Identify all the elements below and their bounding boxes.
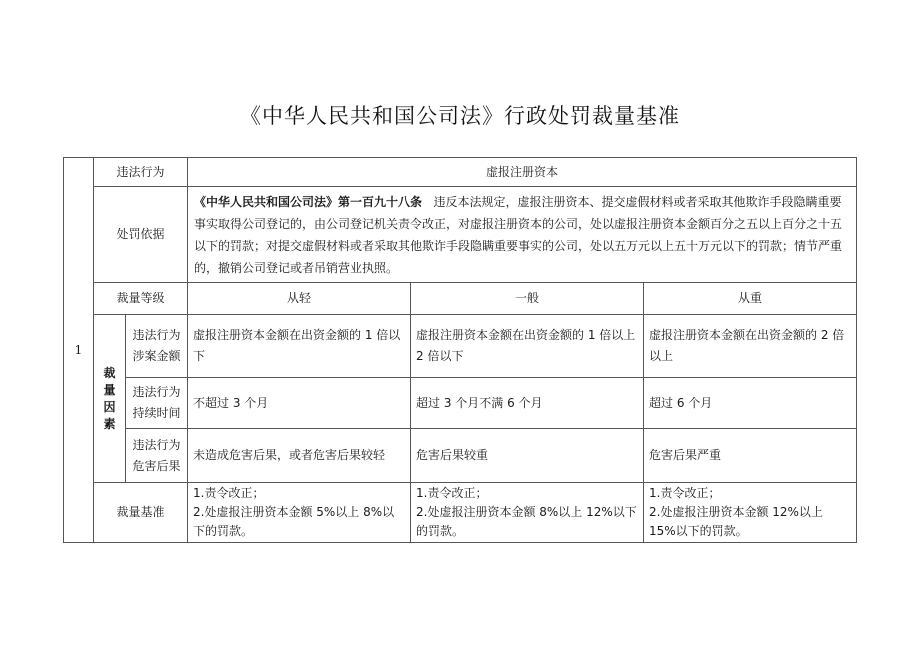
factor-consequence-severe: 危害后果严重 xyxy=(644,429,857,483)
basis-label: 处罚依据 xyxy=(94,187,188,283)
factor-amount-severe: 虚报注册资本金额在出资金额的 2 倍以上 xyxy=(644,315,857,378)
factor-amount-lenient: 虚报注册资本金额在出资金额的 1 倍以下 xyxy=(188,315,411,378)
basis-article: 《中华人民共和国公司法》第一百九十八条 xyxy=(194,194,423,209)
standard-lenient: 1.责令改正； 2.处虚报注册资本金额 5%以上 8%以下的罚款。 xyxy=(188,483,411,543)
factor-row-amount xyxy=(64,315,857,378)
levels-label: 裁量等级 xyxy=(94,283,188,315)
basis-body: 违反本法规定，虚报注册资本、提交虚假材料或者采取其他欺诈手段隐瞒重要事实取得公司登记的，由公司登记机关责令改正，对虚报注册资本的公司，处以虚报注册资本金额百分之五以上百分之十五以下的罚款；对提交虚假材料或者采取其他欺诈手段隐瞒重要事实的公司，处以五万元以上五十万元以下的罚款；情节严重的，撤销公司登记或者吊销营业执照。 xyxy=(194,194,843,275)
standard-general: 1.责令改正； 2.处虚报注册资本金额 8%以上 12%以下的罚款。 xyxy=(411,483,644,543)
penalty-discretion-table xyxy=(63,157,857,543)
document-title: 《中华人民共和国公司法》行政处罚裁量基准 xyxy=(240,104,680,128)
factor-duration-lenient: 不超过 3 个月 xyxy=(188,378,411,429)
standard-label: 裁量基准 xyxy=(94,483,188,543)
factor-row-consequence xyxy=(64,429,857,483)
factor-consequence-general: 危害后果较重 xyxy=(411,429,644,483)
factor-label-duration: 违法行为 持续时间 xyxy=(126,378,188,429)
level-severe: 从重 xyxy=(644,283,857,315)
violation-row xyxy=(64,158,857,187)
basis-row xyxy=(64,187,857,283)
factors-label: 裁 量 因 素 xyxy=(94,315,126,483)
factor-label-consequence: 违法行为 危害后果 xyxy=(126,429,188,483)
row-index: 1 xyxy=(64,158,94,543)
level-general: 一般 xyxy=(411,283,644,315)
factor-duration-general: 超过 3 个月不满 6 个月 xyxy=(411,378,644,429)
factor-amount-general: 虚报注册资本金额在出资金额的 1 倍以上 2 倍以下 xyxy=(411,315,644,378)
factor-row-duration xyxy=(64,378,857,429)
violation-value: 虚报注册资本 xyxy=(188,158,857,187)
factor-consequence-lenient: 未造成危害后果，或者危害后果较轻 xyxy=(188,429,411,483)
factor-label-amount: 违法行为 涉案金额 xyxy=(126,315,188,378)
factor-duration-severe: 超过 6 个月 xyxy=(644,378,857,429)
levels-row xyxy=(64,283,857,315)
standard-row xyxy=(64,483,857,543)
violation-label: 违法行为 xyxy=(94,158,188,187)
standard-severe: 1.责令改正； 2.处虚报注册资本金额 12%以上 15%以下的罚款。 xyxy=(644,483,857,543)
basis-text xyxy=(188,187,857,283)
level-lenient: 从轻 xyxy=(188,283,411,315)
